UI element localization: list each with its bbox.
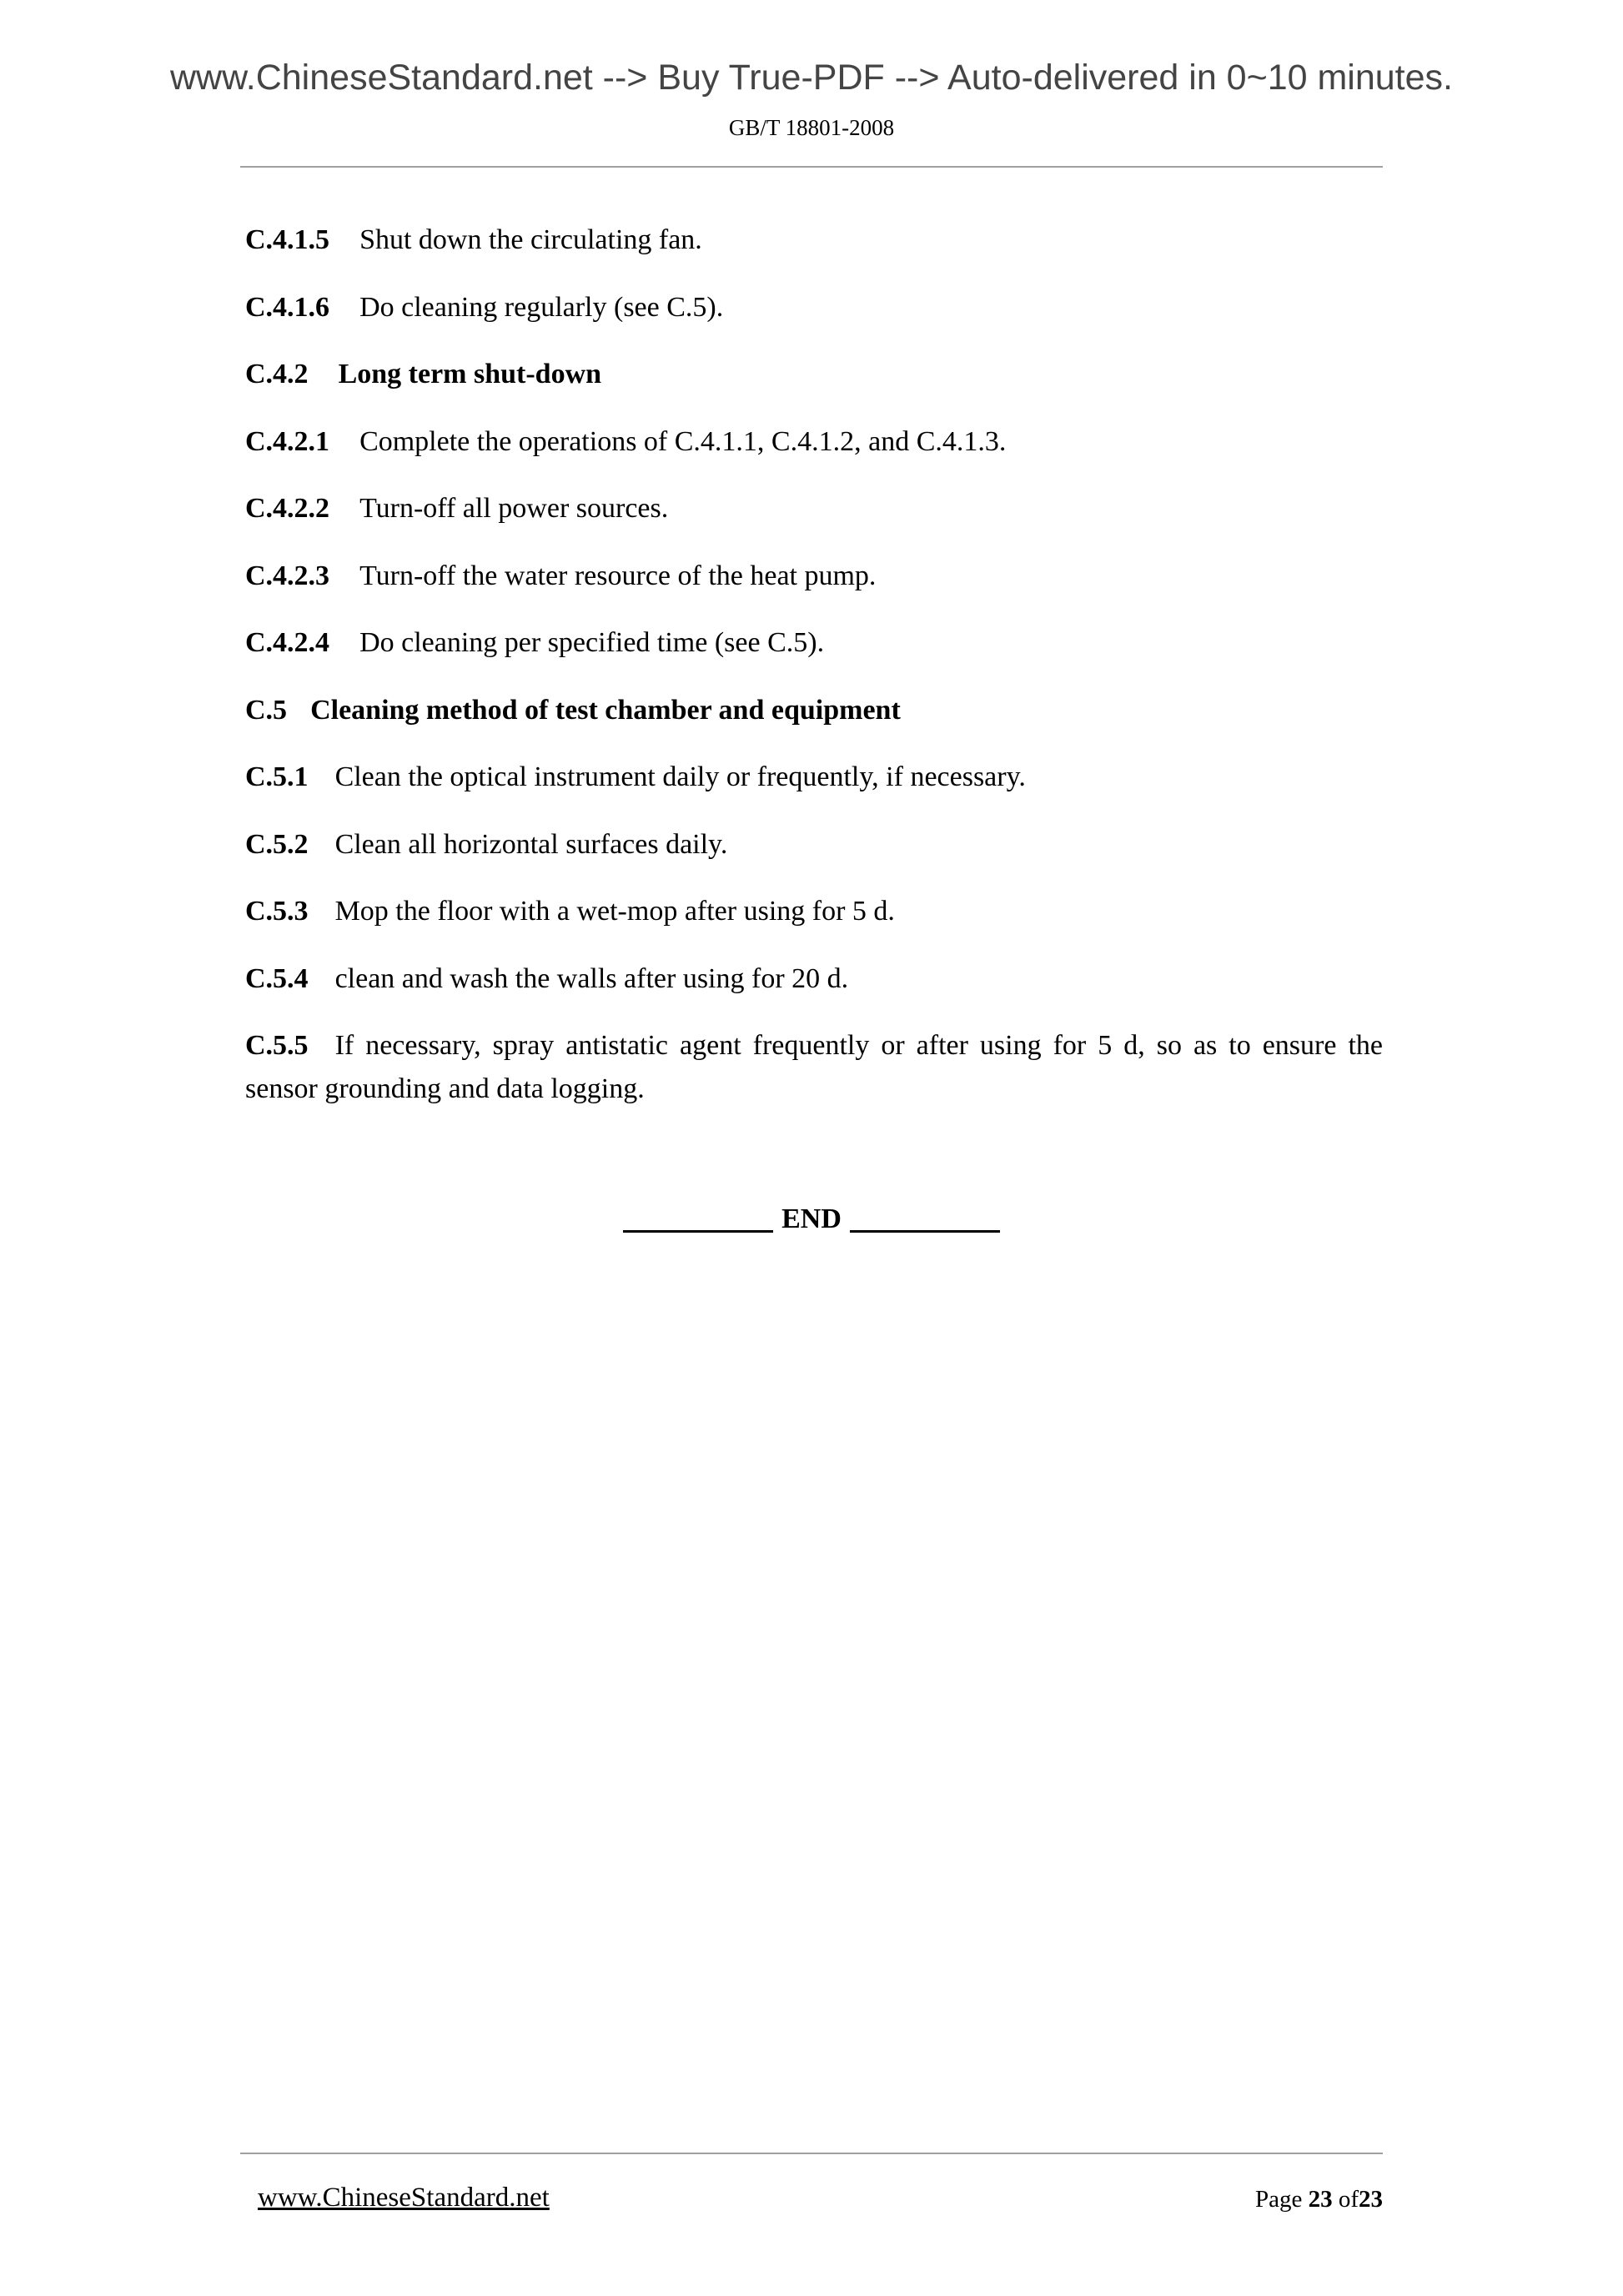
clause-c-5-5	[245, 1024, 1383, 1111]
clause-text: Mop the floor with a wet-mop after using for 5 d.	[334, 896, 895, 927]
clause-text: Complete the operations of C.4.1.1, C.4.1.2, and C.4.1.3.	[359, 426, 1007, 457]
section-heading-c-4-2	[245, 353, 1383, 396]
clause-number: C.5.1	[245, 761, 309, 792]
clause-text: clean and wash the walls after using for 20 d.	[334, 963, 849, 994]
clause-number: C.4.1.6	[245, 292, 330, 323]
clause-c-4-1-6	[245, 286, 1383, 329]
clause-number: C.4.2	[245, 359, 309, 389]
clause-text: Do cleaning per specified time (see C.5).	[359, 627, 825, 658]
clause-number: C.4.2.2	[245, 493, 330, 524]
clause-text: Clean all horizontal surfaces daily.	[334, 829, 728, 860]
page-label: Page	[1254, 2186, 1303, 2213]
clause-c-4-2-2	[245, 487, 1383, 530]
clause-c-5-2	[245, 823, 1383, 867]
clause-text: Do cleaning regularly (see C.5).	[359, 292, 724, 323]
clause-number: C.4.2.3	[245, 560, 330, 591]
footer-divider	[240, 2153, 1383, 2154]
standard-code: GB/T 18801-2008	[728, 115, 895, 140]
of-label: of	[1338, 2186, 1359, 2213]
clause-text: Turn-off the water resource of the heat pump.	[359, 560, 877, 591]
end-of-document-mark	[0, 1205, 1623, 1233]
clause-text: If necessary, spray antistatic agent frequently or after using for 5 d, so as to ensure the sensor grounding and data logging.	[245, 1030, 1383, 1104]
clause-c-4-1-5	[245, 219, 1383, 262]
section-title: Cleaning method of test chamber and equipment	[310, 695, 901, 726]
clause-number: C.4.2.1	[245, 426, 330, 457]
current-page-number: 23	[1308, 2186, 1333, 2213]
clause-number: C.5.2	[245, 829, 309, 860]
clause-c-5-4	[245, 957, 1383, 1001]
clause-c-4-2-3	[245, 555, 1383, 598]
clause-number: C.5.5	[245, 1030, 309, 1061]
section-title: Long term shut-down	[338, 359, 602, 389]
clause-text: Clean the optical instrument daily or frequently, if necessary.	[334, 761, 1026, 792]
footer-website-link[interactable]: www.ChineseStandard.net	[258, 2183, 550, 2213]
clause-number: C.5.4	[245, 963, 309, 994]
clause-number: C.4.1.5	[245, 224, 330, 255]
clause-c-4-2-1	[245, 420, 1383, 464]
clause-number: C.5.3	[245, 896, 309, 927]
end-rule-left	[623, 1230, 773, 1233]
clause-c-5-1	[245, 756, 1383, 799]
clause-c-4-2-4	[245, 621, 1383, 665]
clause-text: Shut down the circulating fan.	[359, 224, 702, 255]
end-label: END	[781, 1203, 842, 1234]
page-indicator	[1255, 2188, 1383, 2212]
clause-number: C.4.2.4	[245, 627, 330, 658]
promo-banner: www.ChineseStandard.net --> Buy True-PDF --> Auto-delivered in 0~10 minutes.	[169, 58, 1453, 98]
clause-text: Turn-off all power sources.	[359, 493, 669, 524]
section-heading-c-5	[245, 689, 1383, 732]
total-pages-number: 23	[1359, 2186, 1383, 2213]
end-rule-right	[850, 1230, 1000, 1233]
header-divider	[240, 166, 1383, 168]
clause-c-5-3	[245, 890, 1383, 933]
clause-number: C.5	[245, 695, 288, 726]
